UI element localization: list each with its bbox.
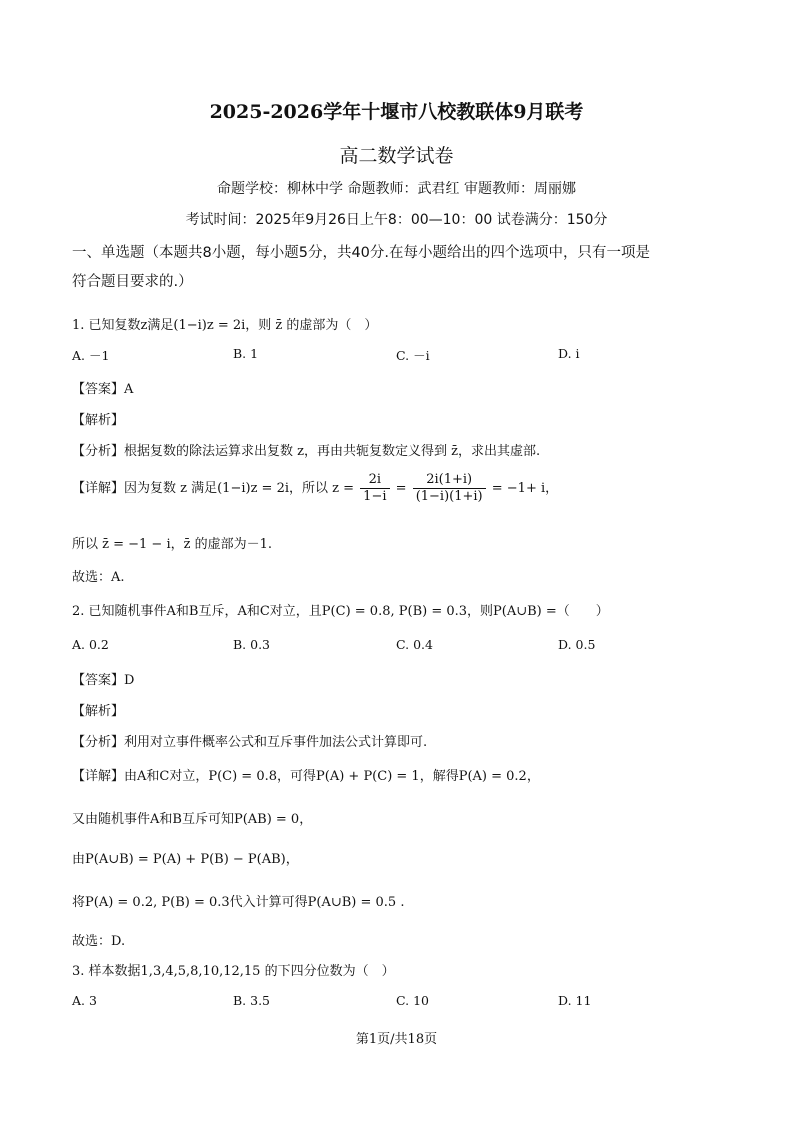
exam-subtitle: 高二数学试卷	[339, 145, 454, 167]
exam-info: 考试时间：2025年9月26日上午8：00—10：00 试卷满分：150分	[185, 212, 608, 228]
exam-title: 2025-2026学年十堰市八校教联体9月联考	[209, 101, 584, 123]
page-number: 第1页/共18页	[355, 1032, 438, 1047]
section-heading-cont: 符合题目要求的.）	[72, 274, 193, 290]
q3-option-c: C. 10	[396, 993, 429, 1008]
q1-option-c: C. －i	[396, 348, 430, 363]
q2-option-c: C. 0.4	[396, 637, 433, 652]
q2-option-a: A. 0.2	[72, 637, 109, 652]
q1-frac1-denominator: 1−i	[363, 489, 387, 504]
q2-detail-3: 由P(A∪B) = P(A) + P(B) − P(AB)，	[72, 852, 299, 867]
q1-answer: 【答案】A	[72, 382, 134, 397]
q2-detail-4: 将P(A) = 0.2, P(B) = 0.3代入计算可得P(A∪B) = 0.5 .	[72, 895, 405, 910]
q3-option-b: B. 3.5	[233, 993, 271, 1008]
q1-option-a: A. －1	[72, 348, 110, 363]
section-heading: 一、单选题（本题共8小题，每小题5分，共40分.在每小题给出的四个选项中，只有一项是	[72, 245, 651, 261]
exam-authors: 命题学校：柳林中学 命题教师：武君红 审题教师：周丽娜	[217, 181, 576, 197]
question-2-stem: 2. 已知随机事件A和B互斥，A和C对立，且P(C) = 0.8, P(B) = 0.3，则P(A∪B) =（ ）	[72, 604, 609, 619]
q2-fenxi: 【分析】利用对立事件概率公式和互斥事件加法公式计算即可.	[72, 735, 428, 750]
q2-option-d: D. 0.5	[558, 637, 596, 652]
q1-option-b: B. 1	[233, 346, 259, 361]
q1-conclusion: 故选：A.	[72, 570, 125, 585]
q1-analysis-label: 【解析】	[72, 413, 125, 428]
q2-conclusion: 故选：D.	[72, 934, 126, 949]
q1-fraction-1	[360, 472, 389, 505]
q3-option-d: D. 11	[558, 993, 592, 1008]
q2-analysis-label: 【解析】	[72, 704, 125, 719]
q1-frac2-denominator: (1−i)(1+i)	[415, 489, 483, 504]
q1-detail-prefix: 【详解】因为复数 z 满足(1−i)z = 2i，所以 z =	[72, 481, 355, 496]
q1-detail-suffix: = −1+ i，	[491, 481, 559, 496]
q1-detail	[72, 472, 558, 505]
q1-option-d: D. i	[558, 346, 580, 361]
q1-detail-line2: 所以 z̄ = −1 − i，z̄ 的虚部为－1.	[72, 537, 273, 552]
q2-detail-2: 又由随机事件A和B互斥可知P(AB) = 0，	[72, 812, 313, 827]
q2-detail-1: 【详解】由A和C对立，P(C) = 0.8，可得P(A) + P(C) = 1，解得P(A) = 0.2，	[72, 769, 540, 784]
question-3-stem: 3. 样本数据1,3,4,5,8,10,12,15 的下四分位数为（ ）	[72, 964, 395, 979]
q2-answer: 【答案】D	[72, 673, 135, 688]
q2-option-b: B. 0.3	[233, 637, 271, 652]
q3-option-a: A. 3	[72, 993, 97, 1008]
q1-fraction-2	[413, 472, 486, 505]
q1-fenxi: 【分析】根据复数的除法运算求出复数 z，再由共轭复数定义得到 z̄，求出其虚部.	[72, 444, 541, 459]
q1-frac1-numerator: 2i	[360, 472, 389, 489]
q1-frac2-numerator: 2i(1+i)	[413, 472, 486, 489]
q1-equals: =	[395, 481, 407, 496]
question-1-stem: 1. 已知复数z满足(1−i)z = 2i，则 z̄ 的虚部为（ ）	[72, 318, 378, 333]
